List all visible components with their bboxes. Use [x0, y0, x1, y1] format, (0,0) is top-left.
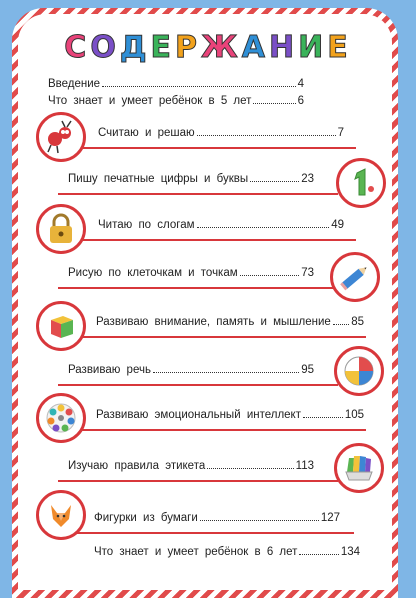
title-letter: А [241, 30, 269, 65]
divider [58, 480, 338, 482]
toc-label: Что знает и умеет ребёнок в 5 лет [48, 95, 252, 107]
origami-fox-icon [36, 490, 86, 540]
title-letter: И [298, 30, 328, 65]
toc-label: Развиваю речь [68, 364, 151, 376]
page-title [0, 30, 416, 65]
title-letter: Ж [201, 30, 242, 65]
divider [64, 336, 366, 338]
pencil-icon [330, 252, 380, 302]
divider [58, 193, 338, 195]
toc-page: 105 [344, 409, 364, 421]
toc-label: Развиваю эмоциональный интеллект [96, 409, 301, 421]
divider [58, 384, 338, 386]
divider [64, 147, 356, 149]
divider [64, 239, 356, 241]
toc-row[interactable] [98, 127, 344, 139]
toc-page: 134 [340, 546, 360, 558]
ant-icon [36, 112, 86, 162]
toc-page: 23 [301, 173, 314, 185]
divider [58, 287, 338, 289]
toc-page: 49 [331, 219, 344, 231]
toc-row[interactable] [96, 409, 364, 421]
toc-page: 113 [295, 460, 314, 472]
emotions-wheel-icon [36, 393, 86, 443]
toc-row[interactable] [94, 512, 340, 524]
toc-label: Развиваю внимание, память и мышление [96, 316, 331, 328]
title-letter: Д [119, 30, 151, 65]
toc-label: Читаю по слогам [98, 219, 195, 231]
toc-label: Фигурки из бумаги [94, 512, 198, 524]
toc-page: 7 [337, 127, 344, 139]
toc-label: Пишу печатные цифры и буквы [68, 173, 249, 185]
toc-label: Рисую по клеточкам и точкам [68, 267, 238, 279]
toc-row[interactable] [68, 364, 314, 376]
toc-page: 95 [301, 364, 314, 376]
toc-label: Что знает и умеет ребёнок в 6 лет [94, 546, 298, 558]
toc-row[interactable] [48, 78, 304, 90]
divider [64, 429, 366, 431]
toc-page: 85 [351, 316, 364, 328]
toc-label: Введение [48, 78, 101, 90]
toc-row[interactable] [68, 173, 314, 185]
toc-page: 73 [301, 267, 314, 279]
toc-label: Изучаю правила этикета [68, 460, 206, 472]
padlock-icon [36, 204, 86, 254]
toc-page: 127 [320, 512, 340, 524]
beach-ball-icon [334, 346, 384, 396]
number-one-icon [336, 158, 386, 208]
fan-icon [334, 443, 384, 493]
toc-row[interactable] [68, 460, 314, 472]
title-letter: Р [175, 30, 202, 65]
toc-page: 4 [297, 78, 304, 90]
title-letter: О [90, 30, 120, 65]
toc-row[interactable] [98, 219, 344, 231]
toc-row[interactable] [96, 316, 364, 328]
title-letter: Е [150, 30, 176, 65]
toc-row[interactable] [48, 95, 304, 107]
toc-row[interactable] [94, 546, 360, 558]
toc-row[interactable] [68, 267, 314, 279]
divider [64, 532, 354, 534]
title-letter: Н [269, 30, 299, 65]
title-letter: Е [327, 30, 352, 65]
cube-icon [36, 301, 86, 351]
toc-label: Считаю и решаю [98, 127, 195, 139]
title-letter: С [64, 30, 91, 65]
toc-page: 6 [297, 95, 304, 107]
